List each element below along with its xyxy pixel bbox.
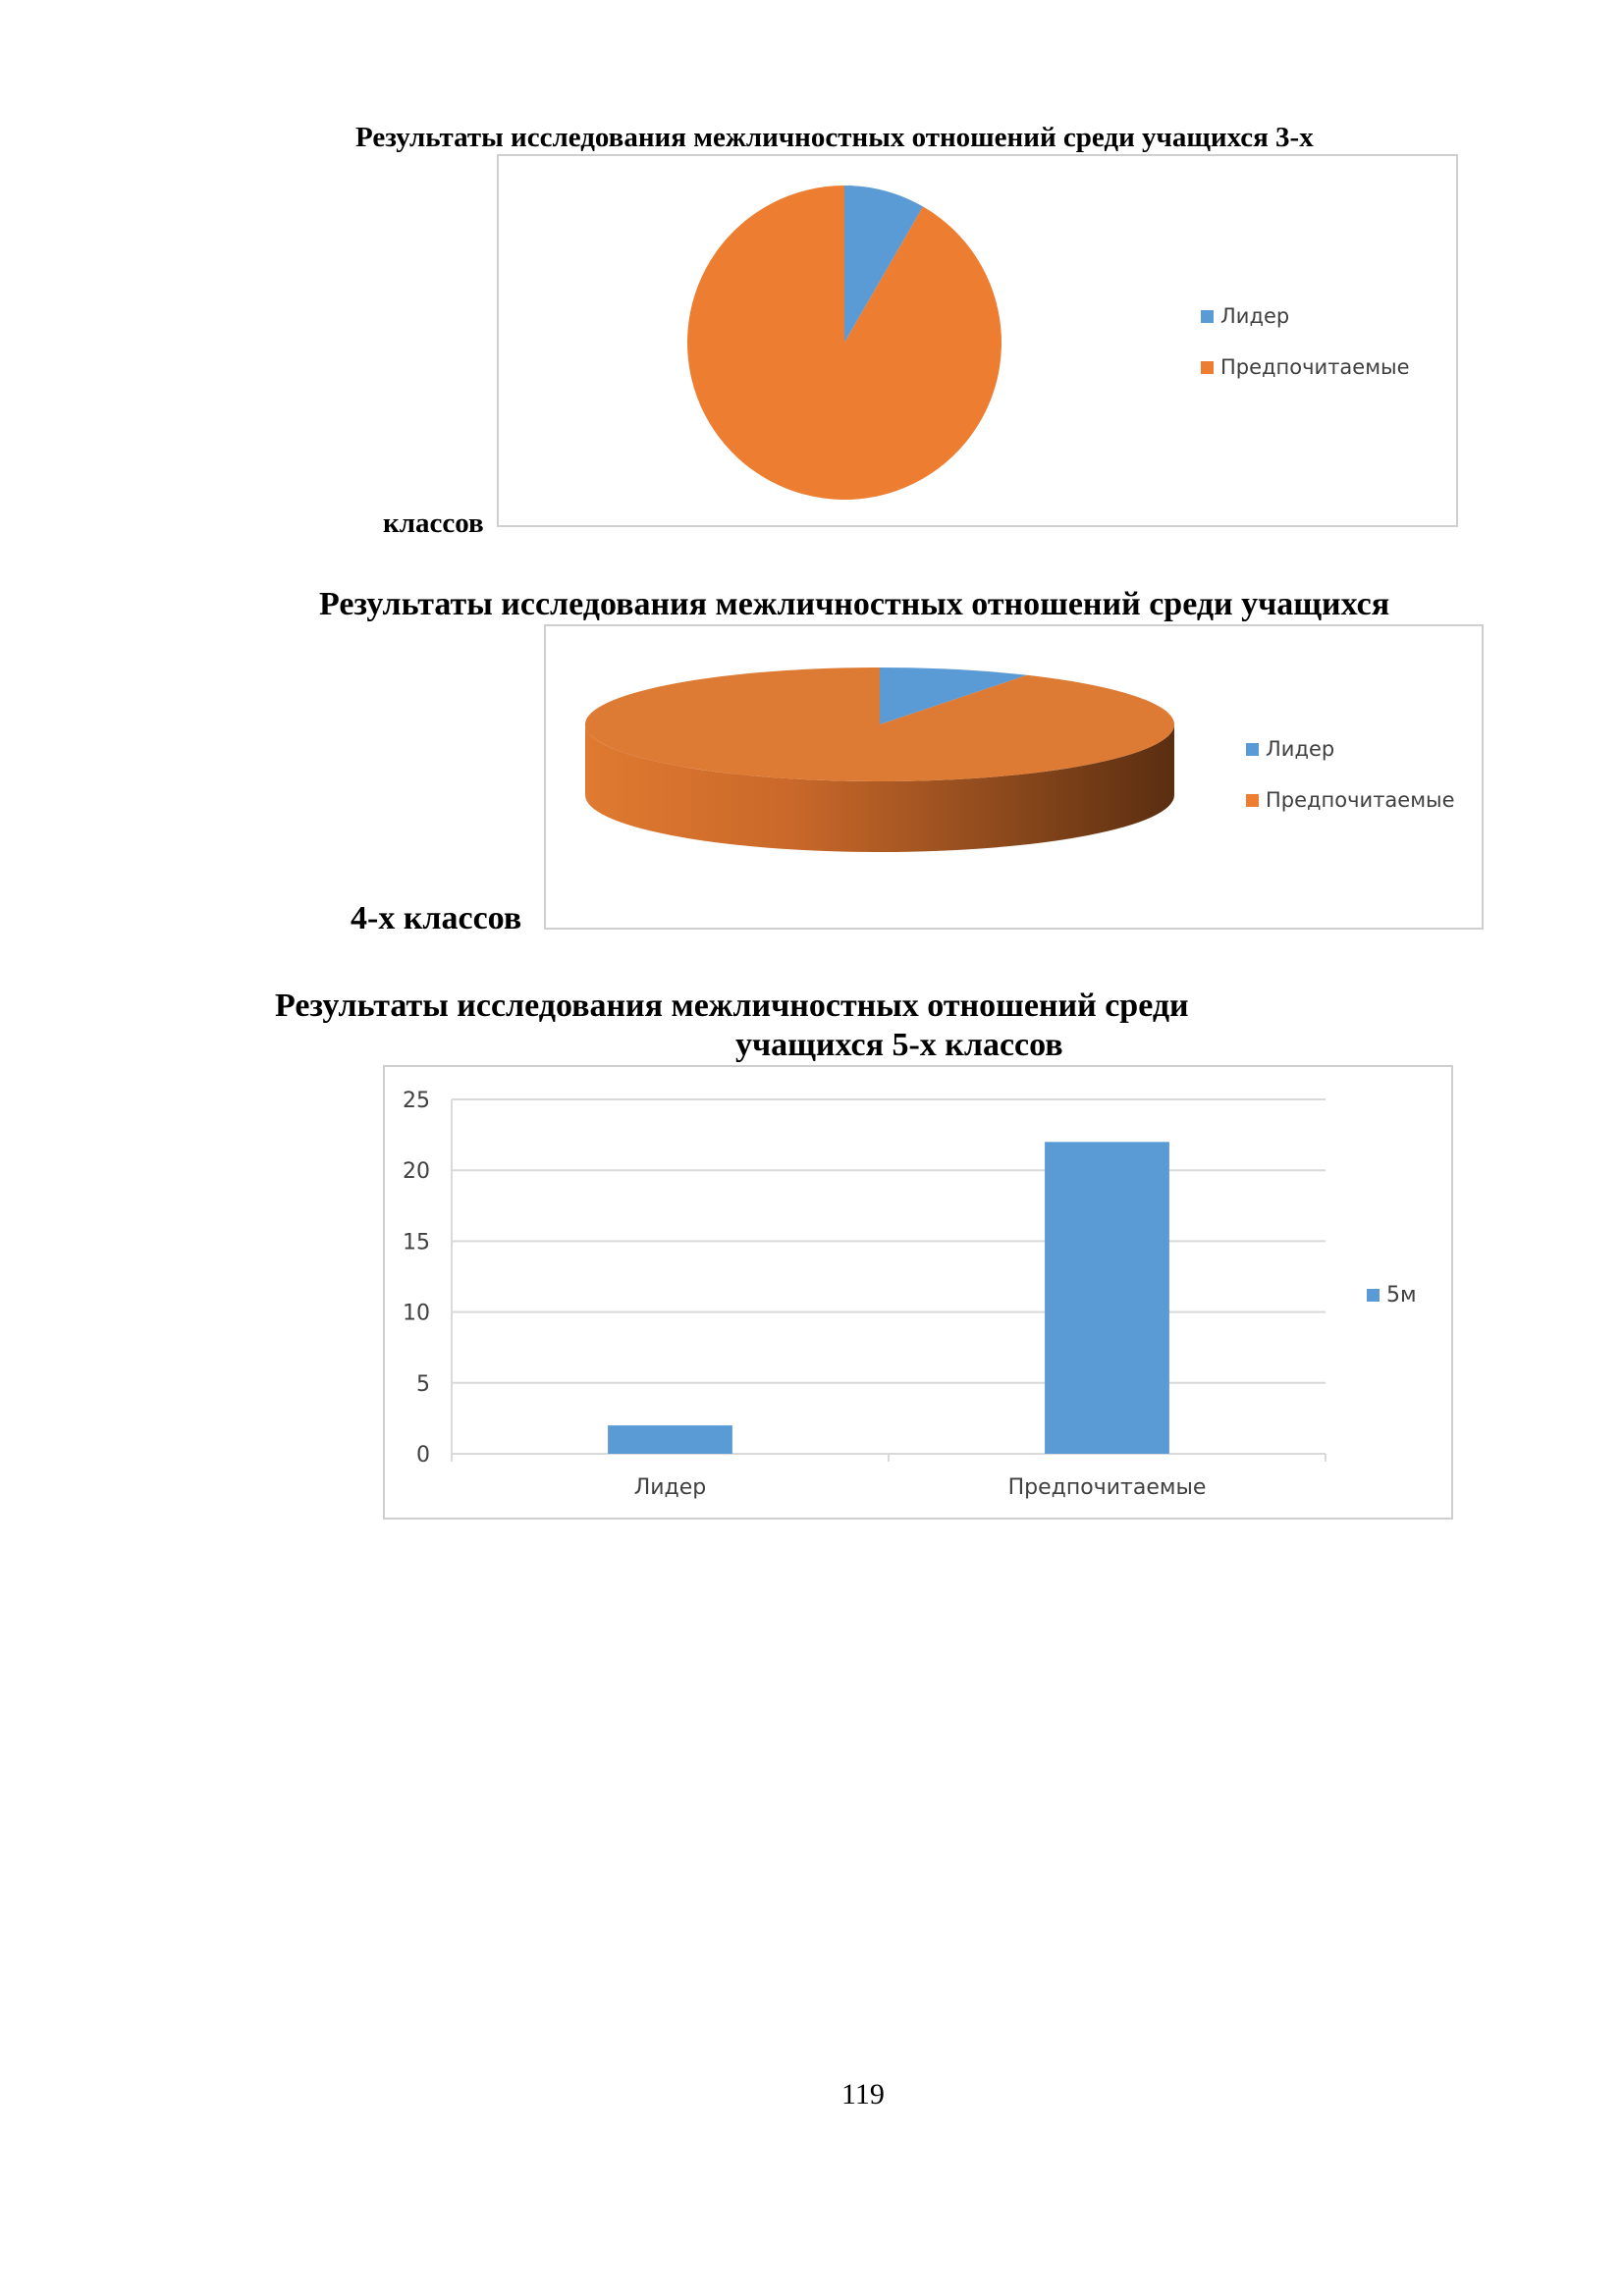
chart2-title: Результаты исследования межличностных отношений среди учащихся <box>319 586 1390 622</box>
chart3-legend-label: 5м <box>1386 1283 1417 1308</box>
chart3-ytick-label-4: 20 <box>403 1159 430 1185</box>
chart3-bar-1 <box>1045 1142 1169 1454</box>
chart3-ytick-label-1: 5 <box>416 1371 430 1397</box>
chart1-legend-swatch-1 <box>1201 361 1214 374</box>
chart2-legend-label-1: Предпочитаемые <box>1266 788 1455 812</box>
chart3-frame <box>383 1065 1453 1520</box>
chart2-legend-swatch-0 <box>1246 743 1259 756</box>
chart1-title: Результаты исследования межличностных отношений среди учащихся 3-х <box>355 122 1314 153</box>
page-number: 119 <box>841 2078 885 2110</box>
chart3-ytick-label-0: 0 <box>416 1443 430 1468</box>
chart2-legend-label-0: Лидер <box>1266 737 1335 761</box>
chart1-legend-label-1: Предпочитаемые <box>1220 355 1410 379</box>
chart3-title-line1: Результаты исследования межличностных отношений среди <box>275 988 1189 1024</box>
chart2-plot <box>546 626 1486 932</box>
chart2-legend-swatch-1 <box>1246 794 1259 807</box>
chart1-legend-label-0: Лидер <box>1220 304 1290 328</box>
chart3-ytick-label-3: 15 <box>403 1230 430 1255</box>
chart3-title-line2: учащихся 5-х классов <box>735 1027 1063 1063</box>
chart1-slice-item-1 <box>687 186 1001 500</box>
chart1-plot <box>499 156 1460 529</box>
chart3-ytick-label-5: 25 <box>403 1089 430 1113</box>
chart1-frame <box>497 154 1458 527</box>
chart1-title-continuation: классов <box>383 507 484 539</box>
chart3-legend-swatch <box>1367 1289 1380 1302</box>
chart1-legend-swatch-0 <box>1201 310 1214 323</box>
chart2-title-continuation: 4-х классов <box>351 900 522 936</box>
chart3-category-label-0: Лидер <box>633 1475 707 1500</box>
chart3-category-label-1: Предпочитаемые <box>1007 1475 1207 1500</box>
chart2-slice-item-1 <box>585 667 1174 781</box>
chart3-bar-0 <box>608 1425 732 1454</box>
chart2-frame <box>544 624 1484 930</box>
chart3-plot <box>385 1067 1455 1522</box>
chart3-ytick-label-2: 10 <box>403 1301 430 1326</box>
